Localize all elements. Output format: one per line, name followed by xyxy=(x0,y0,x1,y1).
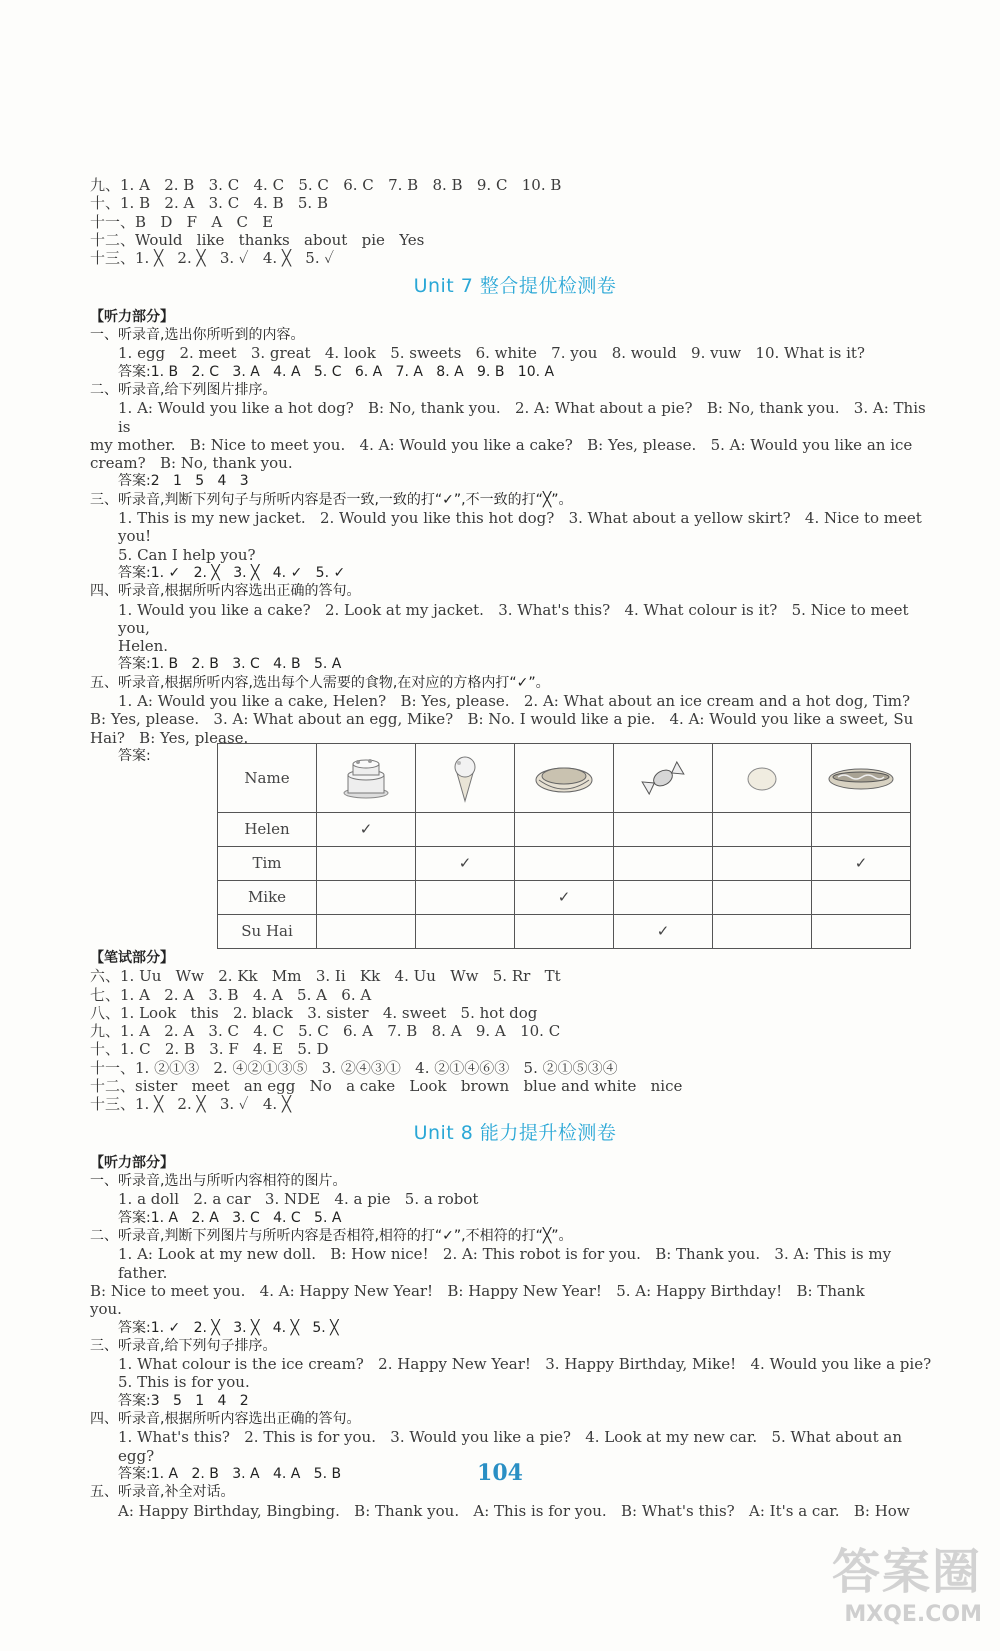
ice-cream-icon xyxy=(416,743,515,812)
transcript-line: you. xyxy=(90,1300,122,1319)
transcript-line: 1. What's this? 2. This is for you. 3. Would you like a pie? 4. Look at my new car. 5. What about an egg? xyxy=(118,1428,907,1465)
answer-table-row xyxy=(90,747,940,949)
transcript-line: my mother. B: Nice to meet you. 4. A: Would you like a cake? B: Yes, please. 5. A: Would you like an ice xyxy=(90,435,913,454)
answer-line: 答案:1. B 2. C 3. A 4. A 5. C 6. A 7. A 8. A 9. B 10. A xyxy=(118,363,555,380)
watermark-url: MXQE.COM xyxy=(844,1602,982,1627)
question-heading: 二、听录音,给下列图片排序。 xyxy=(90,381,277,398)
question-heading: 二、听录音,判断下列图片与所听内容是否相符,相符的打“✓”,不相符的打“╳”。 xyxy=(90,1228,573,1245)
transcript-line: A: Happy Birthday, Bingbing. B: Thank you. A: This is for you. B: What's this? A: It's a car. B: How xyxy=(118,1501,910,1520)
table-row xyxy=(218,914,911,948)
question-heading: 四、听录音,根据所听内容选出正确的答句。 xyxy=(90,1411,361,1428)
answer-line: 十二、Would like thanks about pie Yes xyxy=(90,230,425,249)
answer-line: 十一、B D F A C E xyxy=(90,212,274,231)
answer-line: 答案:1. A 2. B 3. A 4. A 5. B xyxy=(118,1465,342,1482)
table-row xyxy=(218,846,911,880)
answer-line: 九、1. A 2. A 3. C 4. C 5. C 6. A 7. B 8. A 9. A 10. C xyxy=(90,1022,561,1041)
transcript-line: B: Yes, please. 3. A: What about an egg, Mike? B: No. I would like a pie. 4. A: Would you like a sweet, Su xyxy=(90,710,914,729)
row-name: Tim xyxy=(218,846,317,880)
question-heading: 一、听录音,选出与所听内容相符的图片。 xyxy=(90,1173,347,1190)
check-cell xyxy=(416,880,515,914)
row-name: Helen xyxy=(218,812,317,846)
answer-line: 答案:1. ✓ 2. ╳ 3. ╳ 4. ╳ 5. ╳ xyxy=(118,1319,339,1336)
writing-section-heading: 【笔试部分】 xyxy=(90,949,174,966)
answer-line: 答案:1. A 2. A 3. C 4. C 5. A xyxy=(118,1209,342,1226)
answer-line: 十三、1. ╳ 2. ╳ 3. ✓ 4. ╳ 5. ✓ xyxy=(90,249,335,268)
listening-section-heading: 【听力部分】 xyxy=(90,308,174,325)
unit8-title: Unit 8 能力提升检测卷 xyxy=(413,1121,617,1144)
check-cell xyxy=(713,914,812,948)
check-cell: ✓ xyxy=(317,812,416,846)
transcript-line: Hai? B: Yes, please. xyxy=(90,728,249,747)
question-items: 1. egg 2. meet 3. great 4. look 5. sweets 6. white 7. you 8. would 9. vuw 10. What is it? xyxy=(118,344,865,363)
check-cell xyxy=(713,812,812,846)
check-cell: ✓ xyxy=(515,880,614,914)
question-heading: 四、听录音,根据所听内容选出正确的答句。 xyxy=(90,583,361,600)
check-cell xyxy=(317,880,416,914)
pie-icon xyxy=(515,743,614,812)
egg-icon xyxy=(713,743,812,812)
listening-section-heading: 【听力部分】 xyxy=(90,1154,174,1171)
check-cell xyxy=(812,812,911,846)
answer-line: 答案:1. B 2. B 3. C 4. B 5. A xyxy=(118,656,342,673)
check-cell xyxy=(515,846,614,880)
answer-line: 十一、1. ②①③ 2. ④②①③⑤ 3. ②④③① 4. ②①④⑥③ 5. ②①⑤③④ xyxy=(90,1058,618,1077)
check-cell xyxy=(614,880,713,914)
check-cell xyxy=(812,914,911,948)
answer-line: 九、1. A 2. B 3. C 4. C 5. C 6. C 7. B 8. B 9. C 10. B xyxy=(90,176,562,194)
check-cell xyxy=(812,880,911,914)
transcript-line: B: Nice to meet you. 4. A: Happy New Year! B: Happy New Year! 5. A: Happy Birthday! B: Thank xyxy=(90,1281,865,1300)
transcript-line: 1. A: Would you like a hot dog? B: No, thank you. 2. A: What about a pie? B: No, thank you. 3. A: This is xyxy=(118,399,931,436)
watermark-logo-text: 答案圈 xyxy=(831,1544,982,1600)
transcript-line: 1. A: Look at my new doll. B: How nice! 2. A: This robot is for you. B: Thank you. 3. A: This is my father. xyxy=(118,1245,896,1282)
answer-line: 十二、sister meet an egg No a cake Look brown blue and white nice xyxy=(90,1076,683,1095)
check-cell xyxy=(317,846,416,880)
name-column-header: Name xyxy=(218,743,317,812)
answer-line: 十、1. B 2. A 3. C 4. B 5. B xyxy=(90,194,328,213)
answer-page xyxy=(90,176,940,1520)
check-cell xyxy=(416,914,515,948)
check-cell: ✓ xyxy=(614,914,713,948)
transcript-line: 5. Can I help you? xyxy=(118,545,256,564)
table-row xyxy=(218,812,911,846)
check-cell: ✓ xyxy=(416,846,515,880)
answer-line: 答案:1. ✓ 2. ╳ 3. ╳ 4. ✓ 5. ✓ xyxy=(118,564,346,581)
check-cell: ✓ xyxy=(812,846,911,880)
transcript-line: 1. This is my new jacket. 2. Would you like this hot dog? 3. What about a yellow skirt? 4. Nice to meet you! xyxy=(118,509,927,546)
hot-dog-icon xyxy=(812,743,911,812)
check-cell xyxy=(614,812,713,846)
answer-label: 答案: xyxy=(118,747,151,764)
check-cell xyxy=(515,914,614,948)
answer-line: 十三、1. ╳ 2. ╳ 3. ✓ 4. ╳ xyxy=(90,1095,291,1114)
question-heading: 三、听录音,判断下列句子与所听内容是否一致,一致的打“✓”,不一致的打“╳”。 xyxy=(90,491,573,508)
food-answer-table xyxy=(217,743,911,949)
answer-line: 十、1. C 2. B 3. F 4. E 5. D xyxy=(90,1040,329,1059)
unit7-title: Unit 7 整合提优检测卷 xyxy=(413,275,617,298)
check-cell xyxy=(317,914,416,948)
question-items: 1. a doll 2. a car 3. NDE 4. a pie 5. a robot xyxy=(118,1190,479,1209)
question-heading: 一、听录音,选出你所听到的内容。 xyxy=(90,327,305,344)
transcript-line: cream? B: No, thank you. xyxy=(90,454,293,473)
check-cell xyxy=(713,846,812,880)
question-heading: 五、听录音,补全对话。 xyxy=(90,1484,235,1501)
answer-line: 八、1. Look this 2. black 3. sister 4. sweet 5. hot dog xyxy=(90,1003,538,1022)
transcript-line: 1. What colour is the ice cream? 2. Happy New Year! 3. Happy Birthday, Mike! 4. Would you like a pie? xyxy=(118,1355,932,1374)
table-header-row xyxy=(218,743,911,812)
transcript-line: 1. A: Would you like a cake, Helen? B: Yes, please. 2. A: What about an ice cream and a hot dog, Tim? xyxy=(118,692,911,711)
check-cell xyxy=(614,846,713,880)
answer-line: 答案:3 5 1 4 2 xyxy=(118,1392,249,1409)
check-cell xyxy=(515,812,614,846)
page-number: 104 xyxy=(477,1460,523,1486)
row-name: Su Hai xyxy=(218,914,317,948)
answer-line: 七、1. A 2. A 3. B 4. A 5. A 6. A xyxy=(90,985,372,1004)
row-name: Mike xyxy=(218,880,317,914)
sweet-icon xyxy=(614,743,713,812)
answer-line: 六、1. Uu Ww 2. Kk Mm 3. Ii Kk 4. Uu Ww 5. Rr Tt xyxy=(90,967,561,986)
site-watermark xyxy=(792,1533,982,1641)
question-heading: 五、听录音,根据所听内容,选出每个人需要的食物,在对应的方格内打“✓”。 xyxy=(90,674,550,691)
cake-icon xyxy=(317,743,416,812)
table-row xyxy=(218,880,911,914)
answer-line: 答案:2 1 5 4 3 xyxy=(118,473,249,490)
check-cell xyxy=(416,812,515,846)
transcript-line: Helen. xyxy=(118,637,169,656)
transcript-line: 1. Would you like a cake? 2. Look at my jacket. 3. What's this? 4. What colour is it? 5. Nice to meet you, xyxy=(118,600,914,637)
check-cell xyxy=(713,880,812,914)
question-heading: 三、听录音,给下列句子排序。 xyxy=(90,1337,277,1354)
transcript-line: 5. This is for you. xyxy=(118,1373,250,1392)
